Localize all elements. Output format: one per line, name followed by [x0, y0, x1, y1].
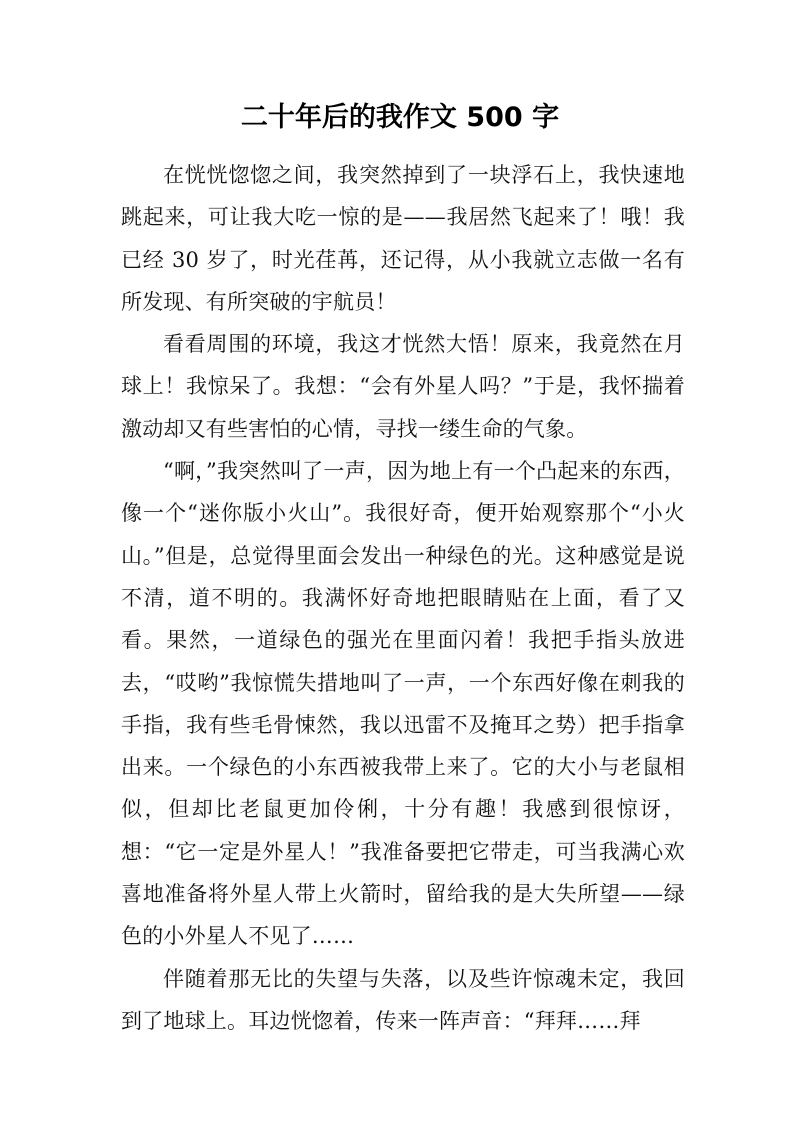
- paragraph-3: “啊，”我突然叫了一声，因为地上有一个凸起来的东西，像一个“迷你版小火山”。我很好奇，便开始观察那个“小火山。”但是，总觉得里面会发出一种绿色的光。这种感觉是说不清，道不明的。我满怀好奇地把眼睛贴在上面，看了又看。果然，一道绿色的强光在里面闪着！我把手指头放进去，“哎哟”我惊慌失措地叫了一声，一个东西好像在刺我的手指，我有些毛骨悚然，我以迅雷不及掩耳之势）把手指拿出来。一个绿色的小东西被我带上来了。它的大小与老鼠相似，但却比老鼠更加伶俐，十分有趣！我感到很惊讶，想：“它一定是外星人！”我准备要把它带走，可当我满心欢喜地准备将外星人带上火箭时，留给我的是大失所望——绿色的小外星人不见了……: [121, 459, 685, 949]
- document-title: 二十年后的我作文 500 字: [240, 102, 560, 133]
- document-body: [121, 154, 685, 1042]
- paragraph-1: 在恍恍惚惚之间，我突然掉到了一块浮石上，我快速地跳起来，可让我大吃一惊的是——我居然飞起来了！哦！我已经 30 岁了，时光荏苒，还记得，从小我就立志做一名有所发现、有所突破的宇航员！: [121, 163, 685, 314]
- paragraph-2: 看看周围的环境，我这才恍然大悟！原来，我竟然在月球上！我惊呆了。我想：“会有外星人吗？”于是，我怀揣着激动却又有些害怕的心情，寻找一缕生命的气象。: [121, 332, 685, 441]
- paragraph-4: 伴随着那无比的失望与失落，以及些许惊魂未定，我回到了地球上。耳边恍惚着，传来一阵声音：“拜拜……拜: [121, 966, 685, 1033]
